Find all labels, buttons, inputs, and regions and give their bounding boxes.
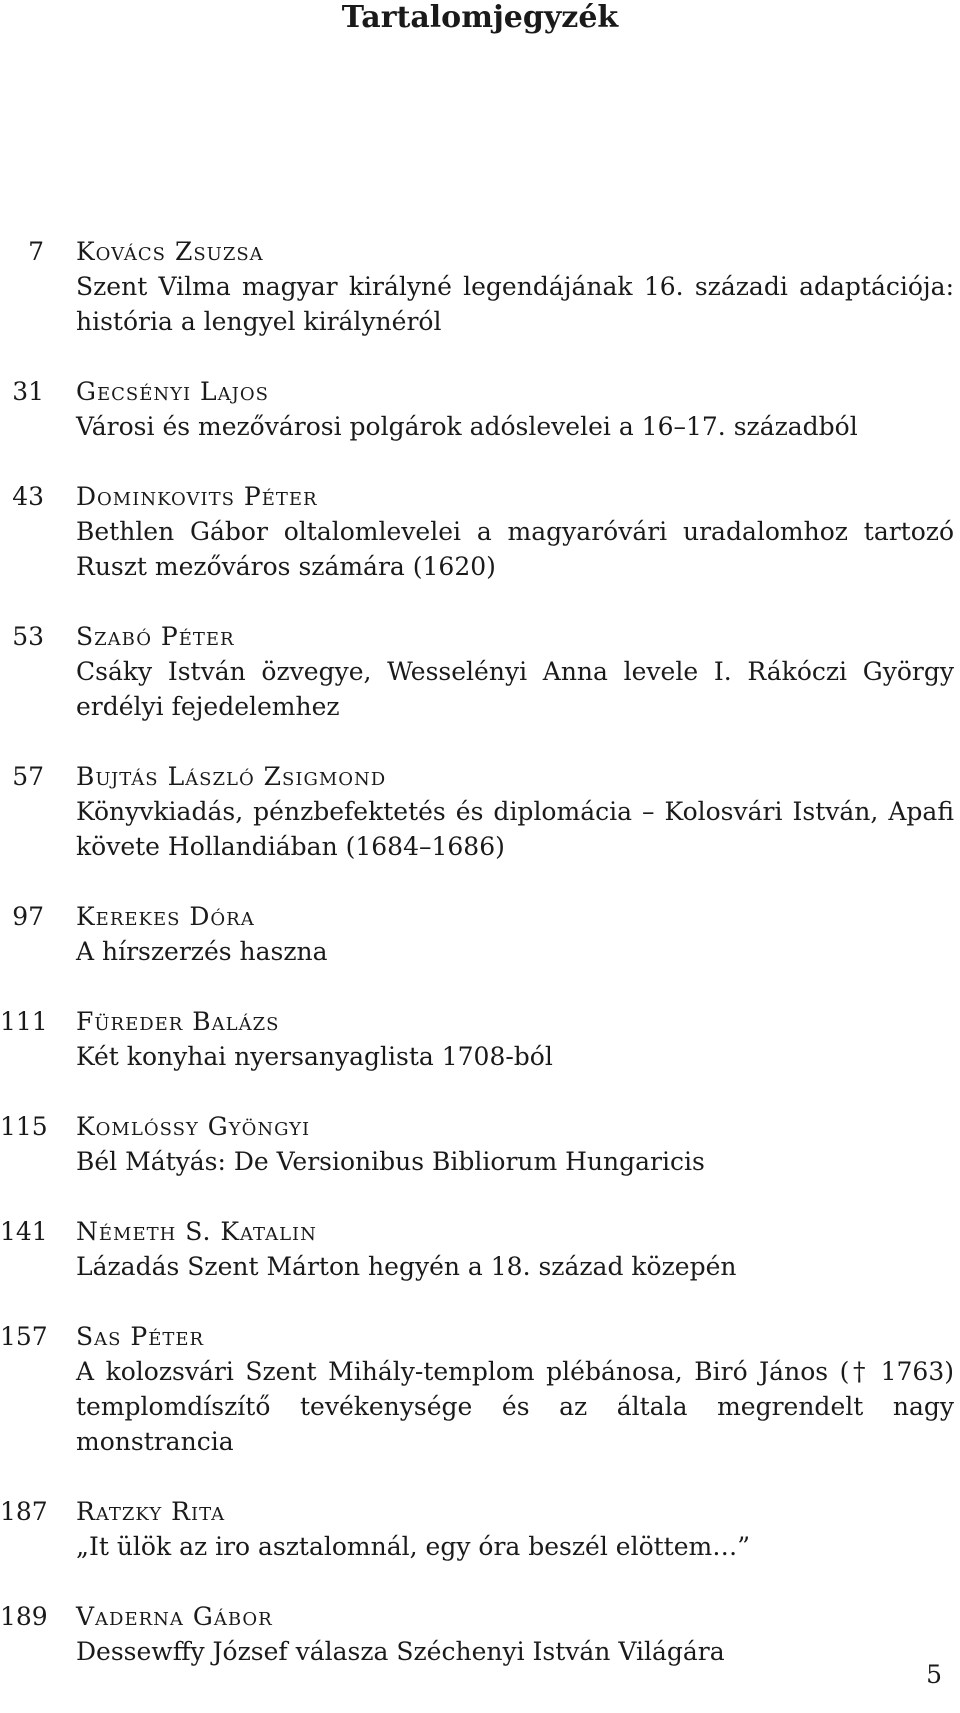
toc-title: Csáky István özvegye, Wesselényi Anna levele I. Rákóczi György erdélyi fejedelemhez: [76, 657, 954, 721]
toc-entry: [0, 759, 960, 864]
toc-title: Bél Mátyás: De Versionibus Bibliorum Hungaricis: [76, 1147, 705, 1176]
toc-title: Lázadás Szent Márton hegyén a 18. század közepén: [76, 1252, 737, 1281]
toc-page-number: 57: [12, 762, 44, 791]
toc-author: Gecsényi Lajos: [76, 377, 269, 406]
toc-entry: [0, 619, 960, 724]
toc-title: „It ülök az iro asztalomnál, egy óra beszél elöttem…”: [76, 1532, 751, 1561]
toc-entry: [0, 1214, 960, 1284]
toc-title: Két konyhai nyersanyaglista 1708-ból: [76, 1042, 553, 1071]
toc-author: Szabó Péter: [76, 622, 235, 651]
toc-author: Ratzky Rita: [76, 1497, 226, 1526]
toc-entry: [0, 234, 960, 339]
page-number: 5: [926, 1660, 942, 1689]
toc-page-number: 43: [12, 482, 44, 511]
toc-author: Komlóssy Gyöngyi: [76, 1112, 311, 1141]
toc-page-number: 115: [0, 1112, 48, 1141]
toc-author: Dominkovits Péter: [76, 482, 318, 511]
toc-title: Dessewffy József válasza Széchenyi István Világára: [76, 1637, 725, 1666]
toc-page-number: 189: [0, 1602, 48, 1631]
toc-author: Vaderna Gábor: [76, 1602, 273, 1631]
toc-page-number: 53: [12, 622, 44, 651]
toc-author: Kovács Zsuzsa: [76, 237, 264, 266]
toc-page-number: 157: [0, 1322, 48, 1351]
toc-page-number: 7: [28, 237, 44, 266]
toc-author: Sas Péter: [76, 1322, 205, 1351]
toc-entry: [0, 374, 960, 444]
toc-page-number: 31: [12, 377, 44, 406]
toc-author: Kerekes Dóra: [76, 902, 255, 931]
toc-entry: [0, 1319, 960, 1459]
toc-page-number: 111: [0, 1007, 48, 1036]
toc-entry: [0, 1599, 960, 1669]
toc-page-number: 141: [0, 1217, 48, 1246]
toc-title: A kolozsvári Szent Mihály-templom plébánosa, Biró János († 1763) templomdíszítő tevékenysége és az általa megrendelt nagy monstrancia: [76, 1357, 954, 1456]
toc-author: Füreder Balázs: [76, 1007, 280, 1036]
toc-entry: [0, 1494, 960, 1564]
toc-author: Bujtás László Zsigmond: [76, 762, 387, 791]
toc-title: A hírszerzés haszna: [76, 937, 328, 966]
page-title: Tartalomjegyzék: [341, 0, 619, 35]
toc-title: Bethlen Gábor oltalomlevelei a magyaróvári uradalomhoz tartozó Ruszt mezőváros számára (1620): [76, 517, 954, 581]
table-of-contents: [0, 234, 960, 1704]
toc-page-number: 187: [0, 1497, 48, 1526]
toc-title: Szent Vilma magyar királyné legendájának 16. századi adaptációja: história a lengyel királynéról: [76, 272, 954, 336]
toc-author: Németh S. Katalin: [76, 1217, 317, 1246]
toc-entry: [0, 899, 960, 969]
toc-entry: [0, 479, 960, 584]
toc-entry: [0, 1109, 960, 1179]
toc-entry: [0, 1004, 960, 1074]
toc-title: Könyvkiadás, pénzbefektetés és diplomácia – Kolosvári István, Apafi követe Hollandiában (1684–1686): [76, 797, 954, 861]
toc-page-number: 97: [12, 902, 44, 931]
toc-title: Városi és mezővárosi polgárok adóslevelei a 16–17. századból: [76, 412, 858, 441]
